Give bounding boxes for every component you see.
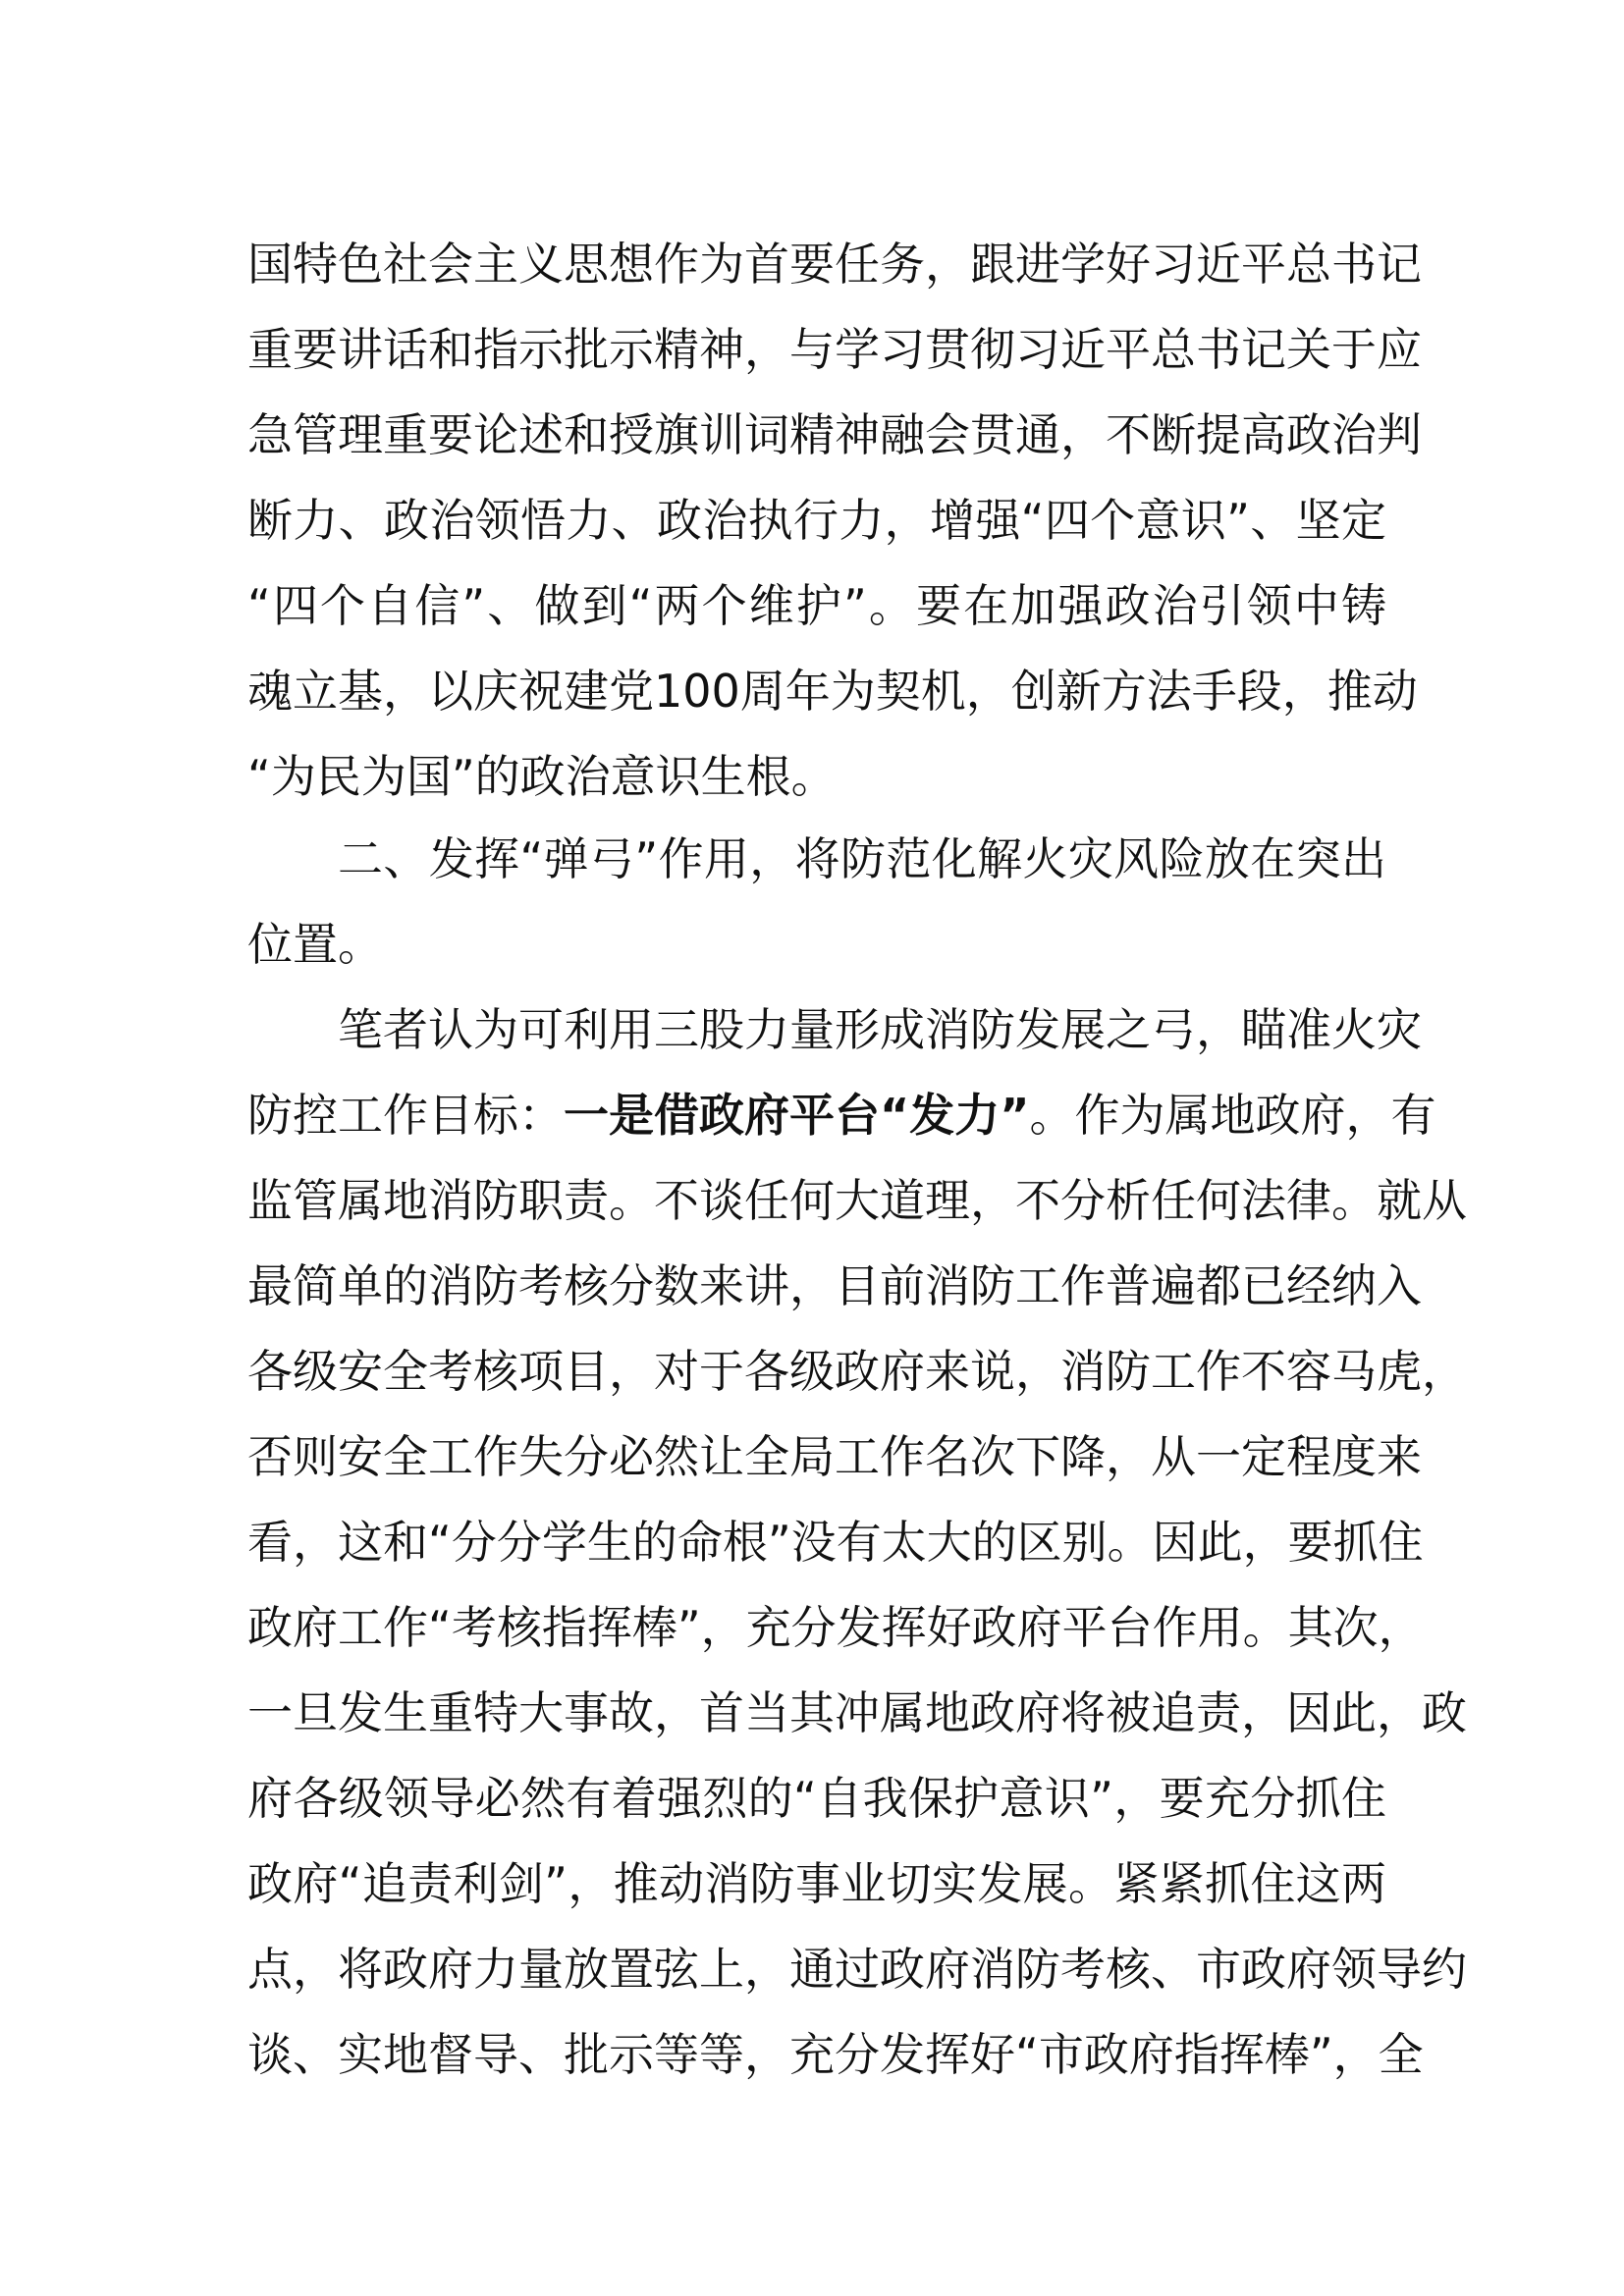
text-line: 重要讲话和指示批示精神，与学习贯彻习近平总书记关于应 — [247, 323, 1422, 376]
text-line: 笔者认为可利用三股力量形成消防发展之弓，瞄准火灾 — [338, 1003, 1422, 1056]
text-line: 各级安全考核项目，对于各级政府来说，消防工作不容马虎， — [247, 1345, 1467, 1398]
text-line-with-bold — [247, 1073, 1436, 1158]
bold-point: 一是借政府平台“发力” — [564, 1089, 1030, 1142]
text-line: 政府“追责利剑”，推动消防事业切实发展。紧紧抓住这两 — [247, 1857, 1386, 1910]
text-line: 监管属地消防职责。不谈任何大道理，不分析任何法律。就从 — [247, 1174, 1467, 1227]
text-segment: 防控工作目标： — [247, 1089, 564, 1142]
section-heading: 二、发挥“弹弓”作用，将防范化解火灾风险放在突出 — [338, 832, 1386, 885]
text-line: “为民为国”的政治意识生根。 — [247, 750, 837, 803]
text-line: 一旦发生重特大事故，首当其冲属地政府将被追责，因此，政 — [247, 1686, 1467, 1739]
text-line: 点，将政府力量放置弦上，通过政府消防考核、市政府领导约 — [247, 1943, 1467, 1996]
text-line: 谈、实地督导、批示等等，充分发挥好“市政府指挥棒”，全 — [247, 2028, 1424, 2081]
text-line: 政府工作“考核指挥棒”，充分发挥好政府平台作用。其次， — [247, 1601, 1424, 1654]
text-line: 断力、政治领悟力、政治执行力，增强“四个意识”、坚定 — [247, 494, 1386, 547]
text-line: “四个自信”、做到“两个维护”。要在加强政治引领中铸 — [247, 579, 1386, 632]
text-line: 看，这和“分分学生的命根”没有太大的区别。因此，要抓住 — [247, 1516, 1424, 1569]
text-line: 魂立基，以庆祝建党100周年为契机，创新方法手段，推动 — [247, 665, 1418, 718]
text-line: 国特色社会主义思想作为首要任务，跟进学好习近平总书记 — [247, 238, 1422, 291]
text-line: 府各级领导必然有着强烈的“自我保护意识”，要充分抓住 — [247, 1772, 1386, 1825]
text-line: 否则安全工作失分必然让全局工作名次下降，从一定程度来 — [247, 1430, 1422, 1483]
text-line: 急管理重要论述和授旗训词精神融会贯通，不断提高政治判 — [247, 408, 1422, 461]
section-heading-cont: 位置。 — [247, 918, 383, 971]
text-segment: 。作为属地政府，有 — [1029, 1089, 1436, 1142]
text-line: 最简单的消防考核分数来讲，目前消防工作普遍都已经纳入 — [247, 1259, 1422, 1312]
